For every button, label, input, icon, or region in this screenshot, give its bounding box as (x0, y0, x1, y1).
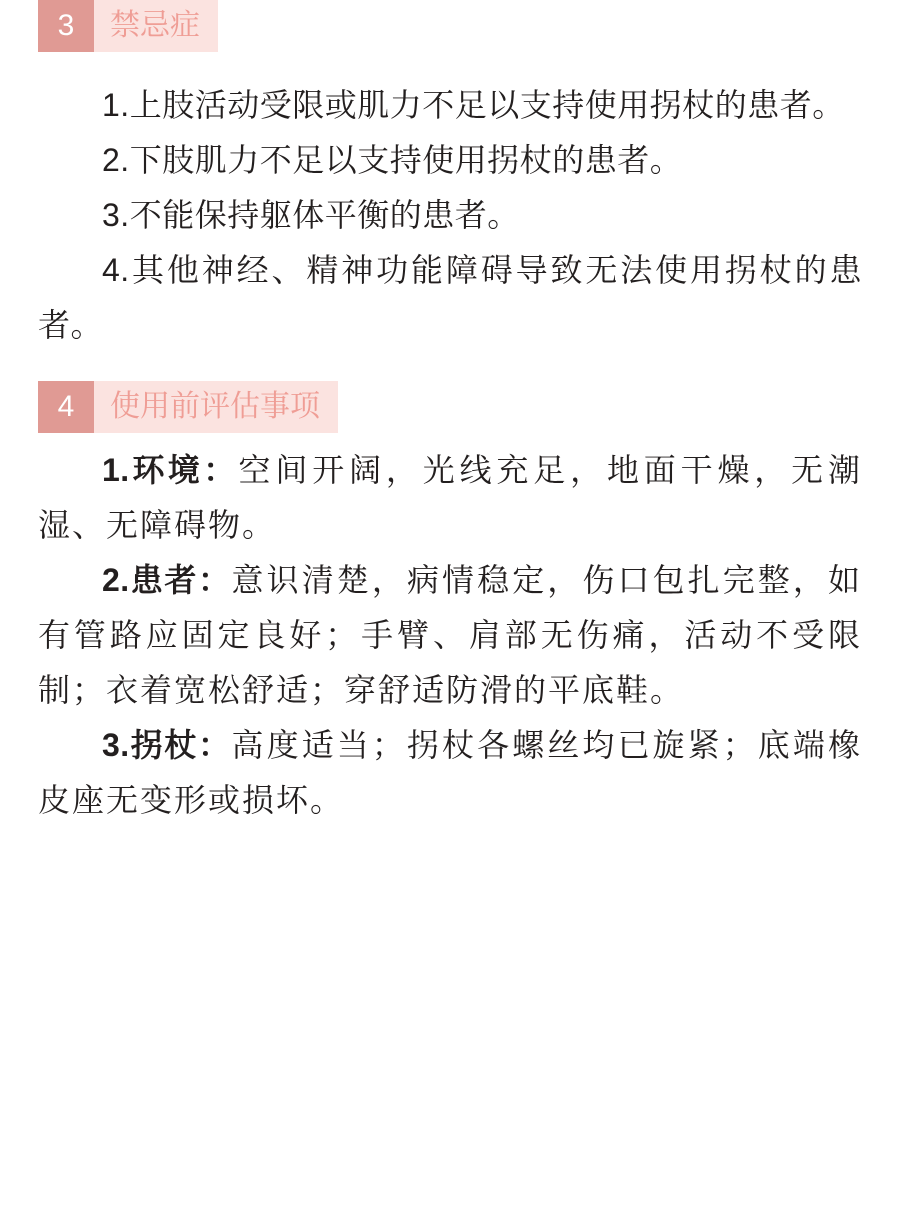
list-item: 2.下肢肌力不足以支持使用拐杖的患者。 (102, 142, 683, 179)
list-item: 3.不能保持躯体平衡的患者。 (102, 197, 520, 234)
section-3-body (38, 78, 862, 353)
list-item (38, 553, 862, 718)
list-item-label: 1.环境： (102, 452, 239, 489)
list-item: 4.其他神经、精神功能障碍导致无法使用拐杖的患者。 (38, 252, 862, 344)
section-number-badge: 4 (38, 381, 94, 433)
section-title: 使用前评估事项 (94, 381, 338, 433)
list-item (38, 443, 862, 553)
section-heading-4 (38, 381, 862, 433)
section-4-body (38, 443, 862, 828)
section-title: 禁忌症 (94, 0, 218, 52)
list-item-label: 3.拐杖： (102, 727, 232, 764)
list-item-text: 意识清楚，病情稳定，伤口包扎完整，如有管路应固定良好；手臂、肩部无伤痛，活动不受限制；衣着宽松舒适；穿舒适防滑的平底鞋。 (38, 562, 862, 709)
list-item: 1.上肢活动受限或肌力不足以支持使用拐杖的患者。 (102, 87, 845, 123)
list-item-label: 2.患者： (102, 562, 232, 599)
list-item-text: 空间开阔，光线充足，地面干燥，无潮湿、无障碍物。 (38, 452, 862, 544)
list-item-text: 高度适当；拐杖各螺丝均已旋紧；底端橡皮座无变形或损坏。 (38, 727, 862, 819)
section-heading-3 (38, 0, 862, 52)
list-item (38, 718, 862, 828)
section-number-badge: 3 (38, 0, 94, 52)
